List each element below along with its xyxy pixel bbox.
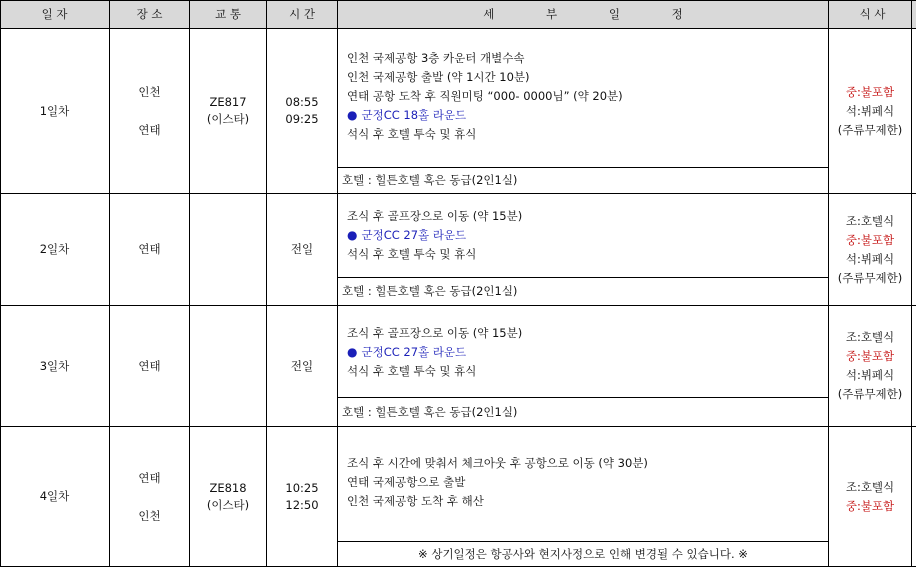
meal-cell (829, 427, 911, 566)
airline: (이스타) (206, 497, 250, 512)
meal-item: 조:호텔식 (845, 213, 895, 228)
detail-item: 석식 후 호텔 투숙 및 휴식 (347, 247, 477, 261)
detail-list (347, 324, 522, 381)
header-time: 시 간 (267, 0, 337, 28)
place-text: 인천 (138, 85, 161, 99)
detail-item: 조식 후 골프장으로 이동 (약 15분) (347, 326, 523, 340)
meal-item: 중:불포함 (845, 349, 895, 363)
time-text: 10:25 (285, 480, 319, 495)
time-text: 전일 (290, 358, 314, 373)
place-cell (110, 306, 189, 426)
detail-item: 연태 공항 도착 후 직원미팅 “000- 0000님” (약 20분) (347, 89, 623, 103)
time-cell (267, 306, 337, 426)
time-text: 08:55 (285, 95, 319, 109)
hotel-info: 호텔 : 힐튼호텔 혹은 동급(2인1실) (342, 284, 518, 298)
place-cell (110, 427, 189, 566)
airline: (이스타) (206, 112, 250, 126)
detail-item: 인천 국제공항 출발 (약 1시간 10분) (347, 70, 530, 84)
detail-list (347, 207, 522, 264)
day-text: 1일차 (39, 103, 70, 118)
detail-item: 인천 국제공항 3층 카운터 개별수속 (347, 51, 525, 65)
meal-cell (829, 306, 911, 426)
header-detail: 세 부 일 정 (338, 0, 828, 28)
day-label (0, 194, 109, 305)
place-text: 연태 (138, 242, 161, 256)
round-text: 군정CC 27홀 라운드 (361, 345, 467, 359)
detail-item-round (347, 343, 522, 362)
meal-item: 중:불포함 (845, 84, 895, 99)
day-label (0, 427, 109, 566)
hotel-info: 호텔 : 힐튼호텔 혹은 동급(2인1실) (342, 173, 518, 187)
detail-item-round (347, 226, 522, 245)
flight-number: ZE818 (209, 480, 247, 495)
round-text: 군정CC 18홀 라운드 (361, 108, 467, 122)
day-text: 2일차 (39, 242, 70, 256)
blue-dot-icon: ● (347, 228, 358, 242)
hotel-info: 호텔 : 힐튼호텔 혹은 동급(2인1실) (342, 405, 518, 419)
header-day: 일 자 (0, 0, 109, 28)
blue-dot-icon: ● (347, 345, 358, 359)
meal-item: 중:불포함 (845, 498, 895, 513)
grid-line (911, 0, 912, 567)
transport-cell (190, 29, 266, 193)
meal-item: 석:뷔페식 (845, 368, 895, 382)
time-cell (267, 29, 337, 193)
header-transport: 교 통 (190, 0, 266, 28)
place-text: 연태 (138, 358, 161, 373)
time-cell (267, 427, 337, 566)
grid-line (0, 0, 916, 1)
time-text: 전일 (290, 242, 314, 256)
round-text: 군정CC 27홀 라운드 (361, 228, 467, 242)
schedule-notice: ※ 상기일정은 항공사와 현지사정으로 인해 변경될 수 있습니다. ※ (418, 547, 748, 561)
detail-item: 석식 후 호텔 투숙 및 휴식 (347, 127, 477, 141)
grid-line (337, 0, 338, 567)
place-text: 인천 (138, 508, 161, 523)
time-text: 12:50 (285, 497, 319, 512)
detail-item: 석식 후 호텔 투숙 및 휴식 (347, 364, 477, 378)
meal-item: (주류무제한) (837, 387, 903, 401)
grid-line (0, 566, 916, 567)
detail-item: 인천 국제공항 도착 후 해산 (347, 494, 484, 508)
flight-number: ZE817 (209, 95, 247, 109)
grid-line (338, 167, 829, 168)
grid-line (338, 277, 829, 278)
meal-item: 석:뷔페식 (845, 103, 895, 118)
meal-cell (829, 29, 911, 193)
place-text: 연태 (138, 123, 161, 137)
detail-item: 조식 후 시간에 맞춰서 체크아웃 후 공항으로 이동 (약 30분) (347, 456, 648, 470)
meal-item: 조:호텔식 (845, 330, 895, 344)
detail-list (347, 49, 623, 144)
meal-item: (주류무제한) (837, 122, 903, 137)
day-label (0, 29, 109, 193)
day-text: 4일차 (39, 489, 70, 503)
header-meal: 식 사 (829, 0, 916, 28)
meal-item: (주류무제한) (837, 270, 903, 285)
header-place: 장 소 (110, 0, 189, 28)
detail-item-round (347, 106, 623, 125)
detail-item: 연태 국제공항으로 출발 (347, 475, 466, 489)
meal-item: 석:뷔페식 (845, 251, 895, 266)
meal-item: 조:호텔식 (845, 479, 895, 494)
transport-cell (190, 427, 266, 566)
meal-cell (829, 194, 911, 305)
day-label (0, 306, 109, 426)
place-text: 연태 (138, 470, 161, 485)
grid-line (338, 397, 829, 398)
time-text: 09:25 (285, 112, 319, 126)
detail-item: 조식 후 골프장으로 이동 (약 15분) (347, 209, 523, 223)
detail-list (347, 454, 648, 511)
day-text: 3일차 (39, 358, 70, 373)
time-cell (267, 194, 337, 305)
place-cell (110, 29, 189, 193)
meal-item: 중:불포함 (845, 232, 895, 247)
place-cell (110, 194, 189, 305)
blue-dot-icon: ● (347, 108, 358, 122)
